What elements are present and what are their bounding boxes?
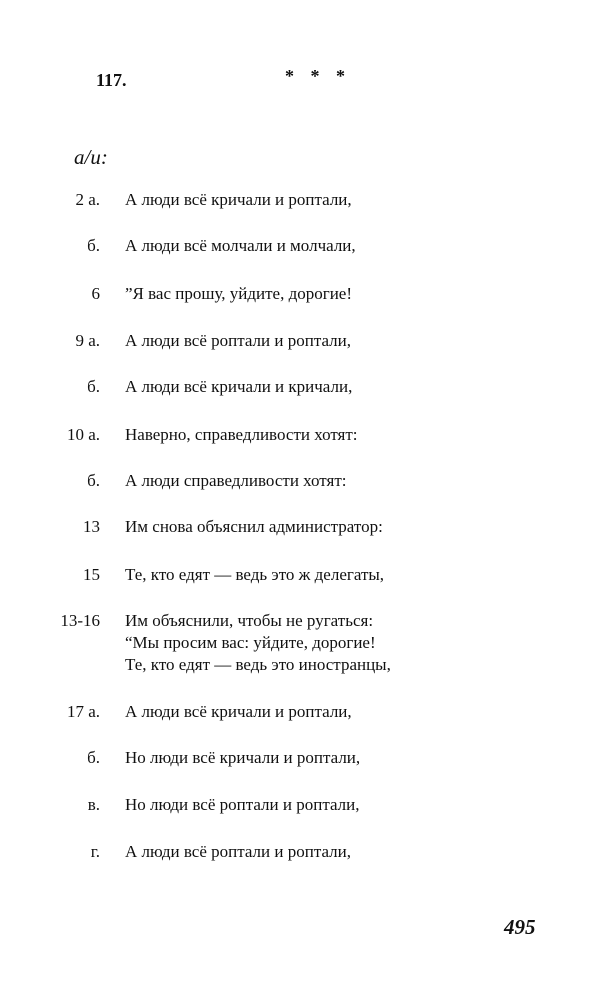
- variant-line: ”Я вас прошу, уйдите, дорогие!: [125, 284, 353, 303]
- variant-label: в.: [87, 795, 100, 814]
- variant-line: А люди всё роптали и роптали,: [125, 842, 351, 861]
- variant-line: Наверно, справедливости хотят:: [125, 425, 358, 444]
- variant-label: 9 а.: [75, 331, 100, 350]
- variant-label: б.: [87, 748, 100, 767]
- variant-label: г.: [90, 842, 100, 861]
- variant-label: 13: [83, 517, 100, 536]
- source-sigla: а/и:: [74, 145, 108, 169]
- variant-line: А люди всё роптали и роптали,: [125, 331, 351, 350]
- variant-label: б.: [87, 236, 100, 255]
- variant-label: 13-16: [60, 611, 100, 630]
- variant-line: Им объяснили, чтобы не ругаться:: [125, 611, 374, 630]
- variant-label: б.: [87, 377, 100, 396]
- variant-label: 10 а.: [66, 425, 100, 444]
- variant-label: 6: [91, 284, 100, 303]
- poem-title-stars: * * *: [285, 66, 351, 86]
- variant-line: А люди всё кричали и кричали,: [125, 377, 353, 396]
- variant-line: Им снова объяснил администратор:: [125, 517, 383, 536]
- variant-line: Но люди всё роптали и роптали,: [125, 795, 360, 814]
- variant-label: 2 а.: [75, 190, 100, 209]
- variant-line: “Мы просим вас: уйдите, дорогие!: [125, 633, 376, 652]
- variant-line: Но люди всё кричали и роптали,: [125, 748, 361, 767]
- variant-line: А люди всё кричали и роптали,: [125, 190, 352, 209]
- variant-line: Те, кто едят — ведь это ж делегаты,: [125, 565, 385, 584]
- poem-number: 117.: [96, 70, 127, 90]
- variant-label: 17 а.: [66, 702, 100, 721]
- page-number: 495: [504, 915, 536, 939]
- variant-line: А люди всё кричали и роптали,: [125, 702, 352, 721]
- variant-label: 15: [83, 565, 100, 584]
- variant-label: б.: [87, 471, 100, 490]
- variant-line: А люди всё молчали и молчали,: [125, 236, 356, 255]
- variant-line: А люди справедливости хотят:: [125, 471, 347, 490]
- variant-line: Те, кто едят — ведь это иностранцы,: [125, 655, 391, 674]
